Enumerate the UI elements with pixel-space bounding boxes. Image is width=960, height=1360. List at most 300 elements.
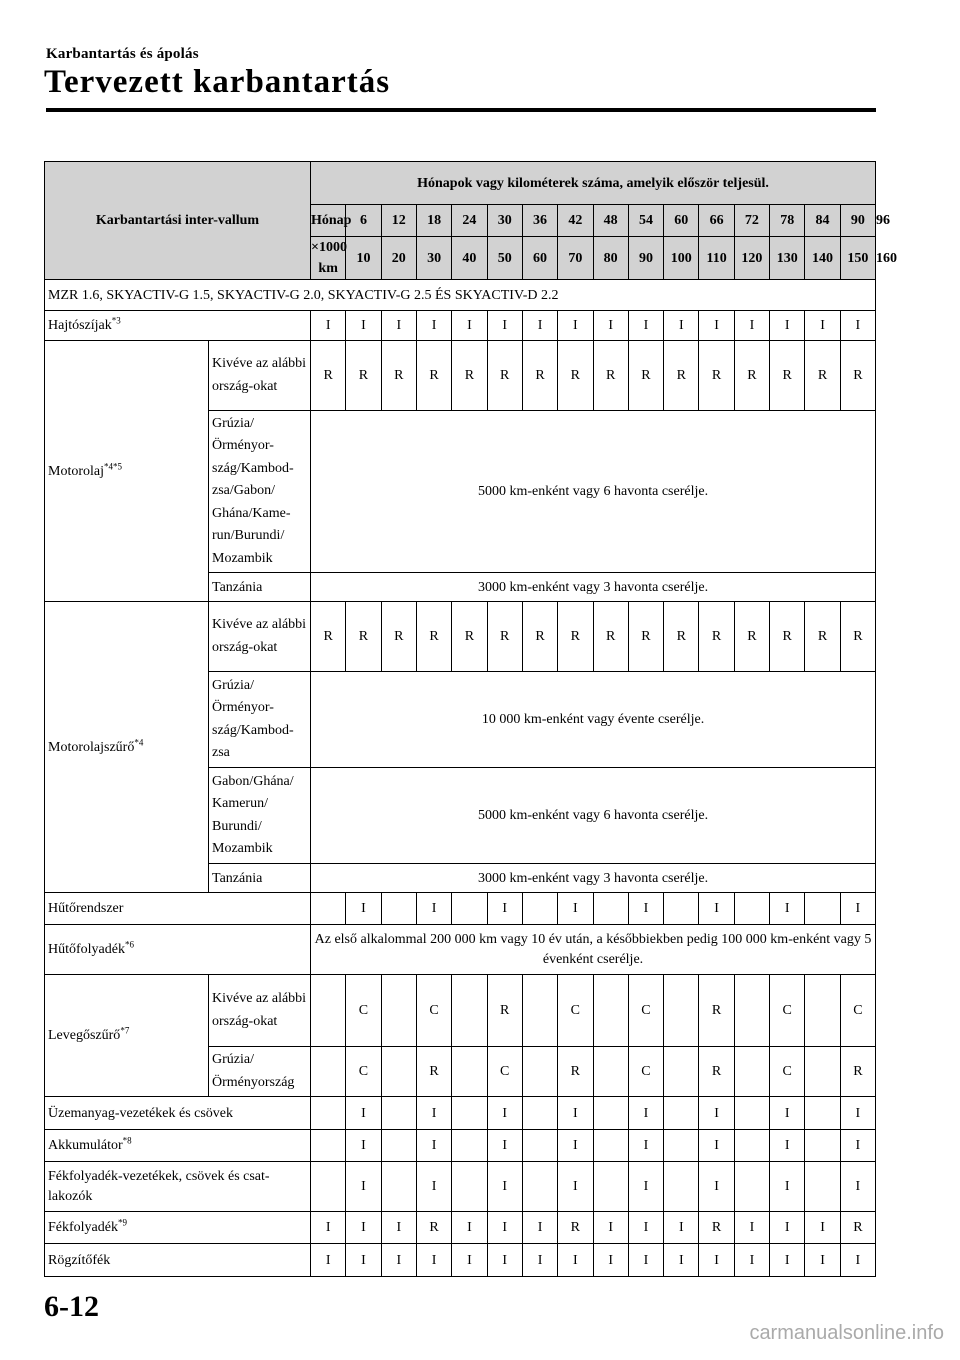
interval-value [522, 1047, 557, 1097]
fuel-lines-row [45, 1097, 876, 1130]
interval-value [381, 1244, 416, 1277]
cell-text: I [784, 901, 790, 916]
interval-value [770, 893, 805, 925]
cell-text: I [573, 1179, 578, 1194]
cell-text: C [782, 1064, 792, 1079]
interval-value [346, 1244, 381, 1277]
cell-text: I [678, 318, 684, 333]
cell-text: Fékfolyadék [48, 1220, 118, 1235]
cell-text: Kivéve az alábbi ország-okat [212, 617, 307, 655]
cell-text: R [323, 368, 333, 383]
km-header [628, 237, 663, 280]
km-header [840, 237, 875, 280]
cell-text: R [747, 368, 757, 383]
cell-text: R [853, 368, 863, 383]
cell-text: I [855, 1138, 861, 1153]
cell-text: I [678, 1252, 684, 1268]
oil-filter-row [45, 602, 876, 672]
item-label [45, 1130, 311, 1162]
interval-value [770, 1097, 805, 1130]
cell-text: I [820, 1252, 825, 1268]
interval-value [734, 893, 769, 925]
interval-value [311, 1212, 346, 1244]
interval-note [311, 672, 876, 768]
interval-value [664, 1212, 699, 1244]
item-label [45, 1097, 311, 1130]
item-label [45, 1244, 311, 1277]
interval-value [699, 893, 734, 925]
cell-text: MZR 1.6, SKYACTIV-G 1.5, SKYACTIV-G 2.0, SKYACTIV-G 2.5 ÉS SKYACTIV-D 2.2 [48, 287, 559, 303]
cell-text: Az első alkalommal 200 000 km vagy 10 év után, a későbbiekben pedig 100 000 km-enként vagy 5 évenként cserélje. [314, 931, 872, 967]
air-filter-row [45, 975, 876, 1047]
cell-text: R [394, 629, 404, 644]
cell-text: I [361, 1252, 366, 1268]
cell-text: ×1000 km [311, 240, 347, 276]
interval-value [628, 893, 663, 925]
interval-value [805, 893, 840, 925]
cell-text: I [643, 318, 649, 333]
cell-text: R [711, 1220, 722, 1235]
cell-text: I [502, 1179, 508, 1194]
cell-text: I [855, 1252, 861, 1268]
cell-text: 90 [638, 250, 653, 266]
cell-text: Hűtőrendszer [48, 901, 124, 916]
interval-value [452, 311, 487, 341]
cell-text: I [573, 318, 578, 333]
interval-value [593, 1130, 628, 1162]
cell-text: I [502, 318, 508, 333]
region-label [209, 768, 311, 864]
interval-value [770, 341, 805, 411]
maintenance-schedule-table [44, 161, 898, 1277]
cell-text: 84 [815, 213, 830, 228]
cell-text: R [429, 368, 439, 383]
month-header [699, 205, 734, 237]
interval-value [346, 1097, 381, 1130]
cell-text: Grúzia/ Örményor-szág/Kambod-zsa/Gabon/ Ghána/Kame-run/Burundi/ Mozambik [212, 415, 294, 566]
interval-value [628, 341, 663, 411]
interval-value [805, 975, 840, 1047]
interval-value [558, 1212, 593, 1244]
cell-text: 30 [427, 250, 442, 266]
month-header [487, 205, 522, 237]
interval-value [346, 341, 381, 411]
interval-value [628, 1130, 663, 1162]
cell-text: Hajtószíjak [48, 318, 112, 333]
interval-value [593, 341, 628, 411]
item-label [45, 893, 311, 925]
cell-text: I [784, 1179, 790, 1194]
cell-text: Akkumulátor [48, 1138, 123, 1153]
cell-text: R [500, 368, 510, 383]
region-label [209, 1047, 311, 1097]
cell-text: 40 [462, 250, 477, 266]
interval-value [840, 1162, 875, 1212]
cell-text: I [678, 1220, 684, 1235]
interval-value [664, 1047, 699, 1097]
cell-text: 10 000 km-enként vagy évente cserélje. [481, 712, 705, 727]
cell-text: 140 [812, 250, 834, 266]
cell-text: 36 [533, 213, 548, 228]
cell-text: Grúzia/ Örményország [212, 1052, 295, 1090]
cell-text: 78 [780, 213, 795, 228]
interval-value [593, 1244, 628, 1277]
interval-value [699, 1162, 734, 1212]
footnote-marker: *6 [124, 939, 134, 950]
cell-text: I [467, 1252, 472, 1268]
item-label [45, 602, 209, 893]
item-label [45, 311, 311, 341]
cell-text: I [431, 1252, 437, 1268]
month-header [593, 205, 628, 237]
cell-text: R [570, 629, 581, 644]
cell-text: I [714, 1179, 719, 1194]
interval-value [522, 341, 557, 411]
interval-value [311, 341, 346, 411]
cell-text: I [855, 1179, 861, 1194]
interval-value [558, 341, 593, 411]
interval-value [522, 1162, 557, 1212]
interval-value [381, 1130, 416, 1162]
brake-fluid-row [45, 1212, 876, 1244]
cell-text: R [570, 1220, 581, 1235]
region-label [209, 602, 311, 672]
km-header [770, 237, 805, 280]
interval-value [311, 1162, 346, 1212]
interval-value [734, 1097, 769, 1130]
interval-value [416, 311, 451, 341]
interval-value [416, 1212, 451, 1244]
cell-text: R [605, 629, 616, 644]
interval-value [346, 1212, 381, 1244]
cell-text: Tanzánia [212, 579, 263, 595]
interval-value [452, 602, 487, 672]
interval-value [805, 1212, 840, 1244]
cell-text: I [431, 1179, 437, 1194]
cell-text: I [643, 1105, 649, 1121]
interval-value [805, 1244, 840, 1277]
interval-value [452, 1097, 487, 1130]
interval-value [522, 602, 557, 672]
interval-value [734, 1130, 769, 1162]
engine-oil-row [45, 341, 876, 411]
cell-text: I [502, 1138, 508, 1153]
cell-text: 130 [776, 250, 798, 266]
footnote-marker: *9 [117, 1217, 127, 1228]
interval-value [416, 1097, 451, 1130]
cell-text: Karbantartási inter-vallum [95, 213, 260, 228]
interval-note [311, 573, 876, 602]
cell-text: 20 [391, 250, 406, 266]
cell-text: R [535, 629, 545, 644]
cell-text: I [502, 1252, 508, 1268]
cell-text: 5000 km-enként vagy 6 havonta cserélje. [477, 808, 709, 823]
cell-text: I [749, 318, 755, 333]
month-header [664, 205, 699, 237]
interval-value [770, 311, 805, 341]
interval-value [593, 1162, 628, 1212]
span-header [311, 162, 876, 205]
cell-text: C [358, 1064, 369, 1079]
km-header [558, 237, 593, 280]
cell-text: I [784, 1105, 790, 1121]
cell-text: I [643, 1138, 649, 1153]
interval-value [487, 1244, 522, 1277]
month-header [522, 205, 557, 237]
parking-brake-row [45, 1244, 876, 1277]
cell-text: R [711, 629, 722, 644]
cell-text: I [749, 1220, 755, 1235]
cell-text: I [714, 901, 719, 916]
interval-value [381, 975, 416, 1047]
item-label [45, 341, 209, 602]
interval-value [734, 1162, 769, 1212]
interval-value [381, 311, 416, 341]
interval-value [346, 311, 381, 341]
month-header [452, 205, 487, 237]
cell-text: I [361, 901, 366, 916]
interval-value [805, 1130, 840, 1162]
interval-value [593, 311, 628, 341]
page-title: Tervezett karbantartás [44, 64, 391, 100]
cell-text: R [429, 1064, 439, 1079]
interval-value [487, 893, 522, 925]
cell-text: R [817, 629, 828, 644]
cell-text: C [500, 1064, 510, 1079]
cell-text: I [431, 1138, 437, 1153]
cell-text: 150 [847, 250, 869, 266]
interval-value [416, 602, 451, 672]
interval-value [840, 311, 875, 341]
cell-text: Rögzítőfék [48, 1252, 111, 1268]
cell-text: 18 [427, 213, 442, 228]
interval-value [452, 1047, 487, 1097]
interval-value [770, 602, 805, 672]
cell-text: I [502, 1220, 508, 1235]
km-header [416, 237, 451, 280]
interval-value [664, 602, 699, 672]
interval-value [487, 975, 522, 1047]
cell-text: C [853, 1003, 863, 1018]
footnote-marker: *3 [111, 315, 121, 326]
interval-value [840, 1244, 875, 1277]
cell-text: Tanzánia [212, 870, 263, 886]
battery-row [45, 1130, 876, 1162]
interval-value [311, 1244, 346, 1277]
interval-value [522, 1244, 557, 1277]
region-label [209, 864, 311, 893]
interval-value [487, 1162, 522, 1212]
month-header [805, 205, 840, 237]
km-header [346, 237, 381, 280]
km-header [805, 237, 840, 280]
interval-value [452, 1162, 487, 1212]
km-header [381, 237, 416, 280]
cell-text: I [784, 1220, 790, 1235]
interval-value [558, 1244, 593, 1277]
interval-value [452, 893, 487, 925]
interval-value [558, 311, 593, 341]
interval-value [770, 1212, 805, 1244]
cell-text: I [361, 1105, 366, 1121]
interval-value [734, 1212, 769, 1244]
interval-note [311, 411, 876, 573]
interval-value [487, 602, 522, 672]
interval-value [346, 893, 381, 925]
cell-text: R [429, 1220, 439, 1235]
cell-text: R [429, 629, 439, 644]
cell-text: 3000 km-enként vagy 3 havonta cserélje. [477, 870, 709, 886]
month-header [770, 205, 805, 237]
cell-text: I [396, 1252, 402, 1268]
interval-value [416, 1047, 451, 1097]
cell-text: R [817, 368, 828, 383]
interval-value [522, 1212, 557, 1244]
interval-value [840, 1047, 875, 1097]
interval-value [628, 1097, 663, 1130]
month-header [734, 205, 769, 237]
interval-value [346, 1162, 381, 1212]
interval-value [381, 893, 416, 925]
cell-text: C [641, 1064, 651, 1079]
cell-text: R [394, 368, 404, 383]
cell-text: R [605, 368, 616, 383]
interval-value [381, 1162, 416, 1212]
cell-text: Grúzia/ Örményor-szág/Kambod-zsa [212, 677, 294, 760]
interval-value [522, 1097, 557, 1130]
km-header [452, 237, 487, 280]
item-label [45, 1162, 311, 1212]
cell-text: I [855, 318, 861, 333]
cell-text: I [784, 1138, 790, 1153]
cell-text: R [358, 368, 369, 383]
cell-text: R [570, 1064, 581, 1079]
interval-value [664, 1097, 699, 1130]
interval-value [840, 975, 875, 1047]
interval-value [487, 341, 522, 411]
cell-text: R [711, 1064, 722, 1079]
interval-value [452, 1130, 487, 1162]
interval-value [664, 975, 699, 1047]
drive-belt-row [45, 311, 876, 341]
footnote-marker: *4 [134, 736, 144, 747]
interval-note [311, 768, 876, 864]
cell-text: 30 [497, 213, 512, 228]
interval-value [416, 1130, 451, 1162]
cell-text: Gabon/Ghána/ Kamerun/ Burundi/ Mozambik [212, 773, 294, 856]
interval-value [840, 893, 875, 925]
cell-text: I [396, 318, 402, 333]
cell-text: 48 [603, 213, 618, 228]
cell-text: I [573, 1138, 578, 1153]
interval-value [628, 1047, 663, 1097]
interval-value [487, 311, 522, 341]
cell-text: I [361, 318, 366, 333]
interval-value [416, 1162, 451, 1212]
cell-text: R [358, 629, 369, 644]
cell-text: R [535, 368, 545, 383]
month-header [840, 205, 875, 237]
cell-text: 70 [568, 250, 583, 266]
interval-value [734, 602, 769, 672]
cell-text: I [855, 901, 861, 916]
interval-value [593, 1097, 628, 1130]
cell-text: 12 [391, 213, 406, 228]
cell-text: R [711, 368, 722, 383]
cell-text: C [429, 1003, 439, 1018]
coolant-row [45, 925, 876, 975]
interval-value [558, 1047, 593, 1097]
interval-value [840, 1130, 875, 1162]
cell-text: 54 [638, 213, 653, 228]
cell-text: I [573, 901, 578, 916]
cell-text: 96 [876, 213, 891, 228]
cell-text: 6 [359, 213, 367, 228]
cell-text: I [643, 1252, 649, 1268]
cell-text: R [711, 1003, 722, 1018]
cell-text: I [361, 1138, 366, 1153]
interval-value [734, 311, 769, 341]
cell-text: I [467, 318, 472, 333]
cell-text: I [431, 901, 437, 916]
interval-value [805, 1047, 840, 1097]
item-label [45, 925, 311, 975]
cell-text: I [608, 1252, 613, 1268]
cell-text: I [608, 1220, 613, 1235]
interval-value [558, 1130, 593, 1162]
interval-value [522, 1130, 557, 1162]
cell-text: Kivéve az alábbi ország-okat [212, 356, 307, 394]
cell-text: I [855, 1105, 861, 1121]
cell-text: I [820, 318, 825, 333]
interval-value [840, 1097, 875, 1130]
interval-note [311, 925, 876, 975]
cell-text: R [500, 1003, 510, 1018]
cell-text: R [641, 629, 651, 644]
cell-text: I [714, 1252, 719, 1268]
interval-value [311, 893, 346, 925]
region-label [209, 573, 311, 602]
cell-text: C [570, 1003, 581, 1018]
interval-note [311, 864, 876, 893]
interval-value [558, 1162, 593, 1212]
interval-value [699, 975, 734, 1047]
cooling-row [45, 893, 876, 925]
cell-text: 5000 km-enként vagy 6 havonta cserélje. [477, 484, 709, 499]
footnote-marker: *4*5 [104, 460, 122, 471]
cell-text: I [325, 1252, 331, 1268]
interval-value [593, 1212, 628, 1244]
cell-text: 160 [876, 250, 898, 266]
cell-text: 60 [533, 250, 548, 266]
header-row-span [45, 162, 876, 205]
interval-value [346, 975, 381, 1047]
cell-text: I [431, 1105, 437, 1121]
interval-value [311, 311, 346, 341]
interval-header [45, 162, 311, 280]
interval-value [664, 893, 699, 925]
month-header [628, 205, 663, 237]
cell-text: 72 [744, 213, 759, 228]
cell-text: R [747, 629, 757, 644]
interval-value [770, 975, 805, 1047]
cell-text: I [784, 1252, 790, 1268]
interval-value [522, 893, 557, 925]
cell-text: I [714, 318, 719, 333]
interval-value [699, 1130, 734, 1162]
cell-text: I [502, 1105, 508, 1121]
interval-value [452, 1244, 487, 1277]
